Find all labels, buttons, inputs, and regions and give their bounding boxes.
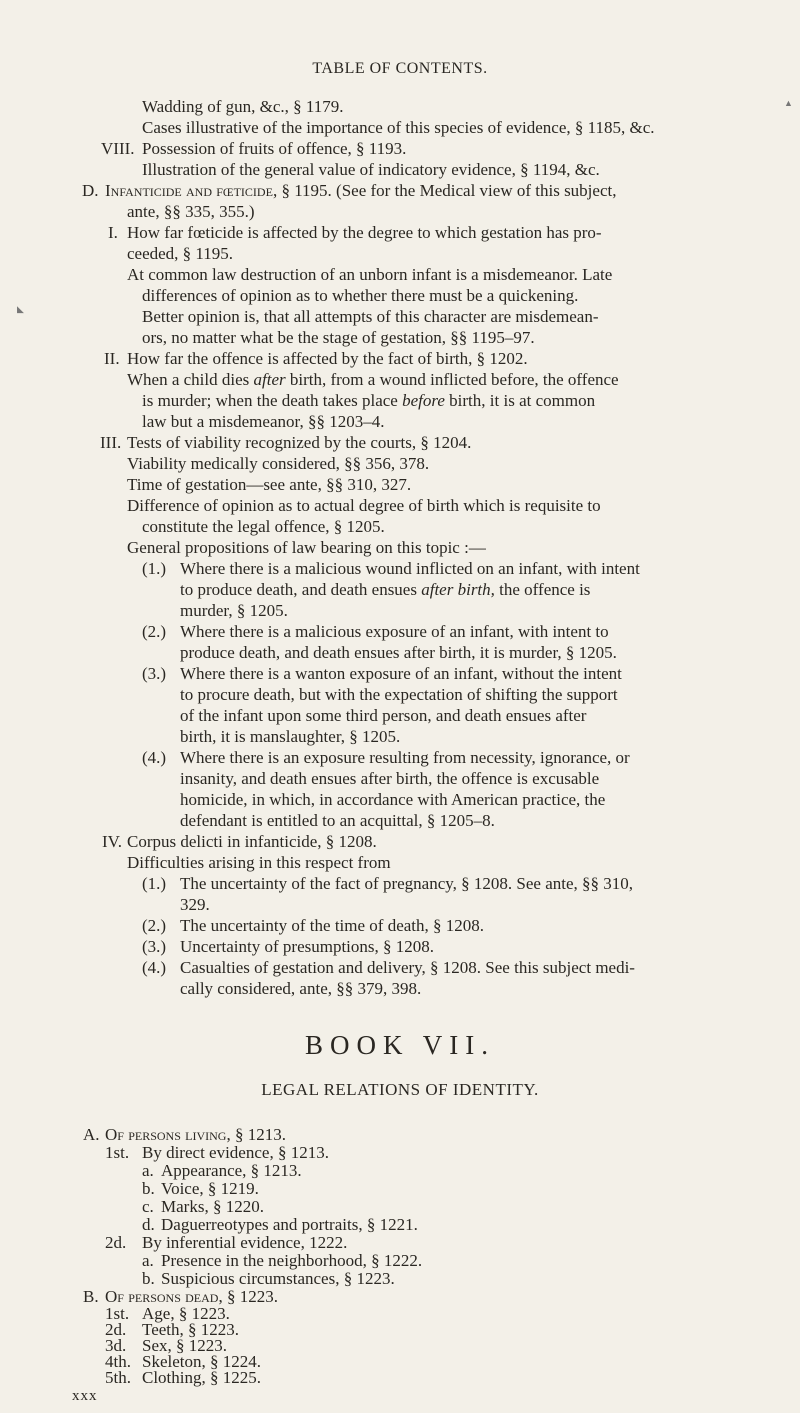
entry-line: of the infant upon some third person, and death ensues after: [180, 706, 587, 725]
entry-line: ceeded, § 1195.: [127, 244, 234, 263]
entry-line: Difference of opinion as to actual degree of birth which is requisite to: [127, 496, 601, 515]
entry-ordinal: 4th.: [105, 1352, 131, 1371]
section-heading: Of persons living, § 1213.: [105, 1125, 286, 1144]
entry-line: Presence in the neighborhood, § 1222.: [161, 1251, 423, 1270]
entry-line: Appearance, § 1213.: [161, 1161, 302, 1180]
entry-line: General propositions of law bearing on this topic :—: [127, 538, 486, 557]
book-subtitle: LEGAL RELATIONS OF IDENTITY.: [261, 1080, 539, 1099]
section-heading: Infanticide and fœticide, § 1195. (See for the Medical view of this subject,: [105, 181, 617, 200]
entry-line: Viability medically considered, §§ 356, 378.: [127, 454, 430, 473]
entry-line: Where there is a wanton exposure of an infant, without the intent: [180, 664, 622, 683]
entry-line: The uncertainty of the fact of pregnancy, § 1208. See ante, §§ 310,: [180, 874, 634, 893]
entry-line: Casualties of gestation and delivery, § 1208. See this subject medi-: [180, 958, 635, 977]
entry-line: Cases illustrative of the importance of this species of evidence, § 1185, &c.: [142, 118, 655, 137]
entry-line: homicide, in which, in accordance with American practice, the: [180, 790, 606, 809]
entry-line: Sex, § 1223.: [142, 1336, 227, 1355]
entry-line: How far the offence is affected by the fact of birth, § 1202.: [127, 349, 528, 368]
entry-line: Time of gestation—see ante, §§ 310, 327.: [127, 475, 412, 494]
page-number: xxx: [72, 1388, 98, 1404]
list-letter: a.: [142, 1251, 154, 1270]
entry-line: murder, § 1205.: [180, 601, 288, 620]
entry-line: law but a misdemeanor, §§ 1203–4.: [142, 412, 385, 431]
entry-line: Illustration of the general value of indicatory evidence, § 1194, &c.: [142, 160, 600, 179]
entry-line: Suspicious circumstances, § 1223.: [161, 1269, 395, 1288]
list-letter: b.: [142, 1269, 155, 1288]
entry-line: Voice, § 1219.: [161, 1179, 259, 1198]
entry-ordinal: 1st.: [105, 1143, 130, 1162]
entry-line: Corpus delicti in infanticide, § 1208.: [127, 832, 377, 851]
list-letter: d.: [142, 1215, 155, 1234]
list-letter: a.: [142, 1161, 154, 1180]
list-number: (1.): [142, 559, 167, 578]
entry-ordinal: 1st.: [105, 1304, 130, 1323]
entry-line: differences of opinion as to whether there must be a quickening.: [142, 286, 579, 305]
entry-line: Tests of viability recognized by the courts, § 1204.: [127, 433, 472, 452]
section-numeral: II.: [104, 349, 120, 368]
list-letter: b.: [142, 1179, 155, 1198]
entry-line: to produce death, and death ensues after birth, the offence is: [180, 580, 591, 599]
list-number: (1.): [142, 874, 167, 893]
entry-line: The uncertainty of the time of death, § 1208.: [180, 916, 485, 935]
list-letter: c.: [142, 1197, 154, 1216]
list-number: (4.): [142, 958, 167, 977]
page-header: TABLE OF CONTENTS.: [312, 60, 488, 77]
entry-line: Where there is a malicious wound inflicted on an infant, with intent: [180, 559, 640, 578]
section-numeral: III.: [100, 433, 122, 452]
entry-line: Uncertainty of presumptions, § 1208.: [180, 937, 435, 956]
list-number: (3.): [142, 937, 167, 956]
entry-line: ante, §§ 335, 355.): [127, 202, 255, 221]
entry-line: is murder; when the death takes place before birth, it is at common: [142, 391, 596, 410]
entry-line: Marks, § 1220.: [161, 1197, 264, 1216]
section-numeral: IV.: [102, 832, 122, 851]
entry-line: Difficulties arising in this respect from: [127, 853, 391, 872]
entry-line: Clothing, § 1225.: [142, 1368, 262, 1387]
section-letter: B.: [83, 1287, 99, 1306]
entry-line: When a child dies after birth, from a wound inflicted before, the offence: [127, 370, 619, 389]
entry-line: By direct evidence, § 1213.: [142, 1143, 329, 1162]
entry-ordinal: 2d.: [105, 1320, 127, 1339]
entry-line: Better opinion is, that all attempts of this character are misdemean-: [142, 307, 599, 326]
list-number: (4.): [142, 748, 167, 767]
entry-line: Skeleton, § 1224.: [142, 1352, 261, 1371]
entry-line: birth, it is manslaughter, § 1205.: [180, 727, 401, 746]
entry-ordinal: 2d.: [105, 1233, 127, 1252]
entry-ordinal: 3d.: [105, 1336, 127, 1355]
entry-line: Age, § 1223.: [142, 1304, 230, 1323]
entry-line: By inferential evidence, 1222.: [142, 1233, 348, 1252]
section-heading: Of persons dead, § 1223.: [105, 1287, 278, 1306]
entry-line: Teeth, § 1223.: [142, 1320, 240, 1339]
list-number: (2.): [142, 622, 167, 641]
entry-line: to procure death, but with the expectation of shifting the support: [180, 685, 618, 704]
list-number: (3.): [142, 664, 167, 683]
entry-ordinal: 5th.: [105, 1368, 131, 1387]
entry-line: How far fœticide is affected by the degree to which gestation has pro-: [127, 223, 602, 242]
entry-line: cally considered, ante, §§ 379, 398.: [180, 979, 422, 998]
entry-line: Possession of fruits of offence, § 1193.: [142, 139, 407, 158]
entry-line: Wadding of gun, &c., § 1179.: [142, 97, 344, 116]
entry-line: ors, no matter what be the stage of gestation, §§ 1195–97.: [142, 328, 535, 347]
list-number: (2.): [142, 916, 167, 935]
entry-line: insanity, and death ensues after birth, the offence is excusable: [180, 769, 600, 788]
entry-line: defendant is entitled to an acquittal, § 1205–8.: [180, 811, 495, 830]
section-numeral: VIII.: [101, 139, 135, 158]
entry-line: 329.: [180, 895, 210, 914]
scan-mark: ▲: [784, 98, 793, 108]
book-title: BOOK VII.: [305, 1030, 495, 1060]
section-letter: D.: [82, 181, 99, 200]
section-numeral: I.: [108, 223, 118, 242]
scan-mark: ◣: [17, 304, 24, 314]
entry-line: Where there is an exposure resulting from necessity, ignorance, or: [180, 748, 630, 767]
entry-line: Daguerreotypes and portraits, § 1221.: [161, 1215, 418, 1234]
section-letter: A.: [83, 1125, 100, 1144]
entry-line: produce death, and death ensues after birth, it is murder, § 1205.: [180, 643, 617, 662]
entry-line: At common law destruction of an unborn infant is a misdemeanor. Late: [127, 265, 613, 284]
entry-line: Where there is a malicious exposure of an infant, with intent to: [180, 622, 609, 641]
entry-line: constitute the legal offence, § 1205.: [142, 517, 385, 536]
